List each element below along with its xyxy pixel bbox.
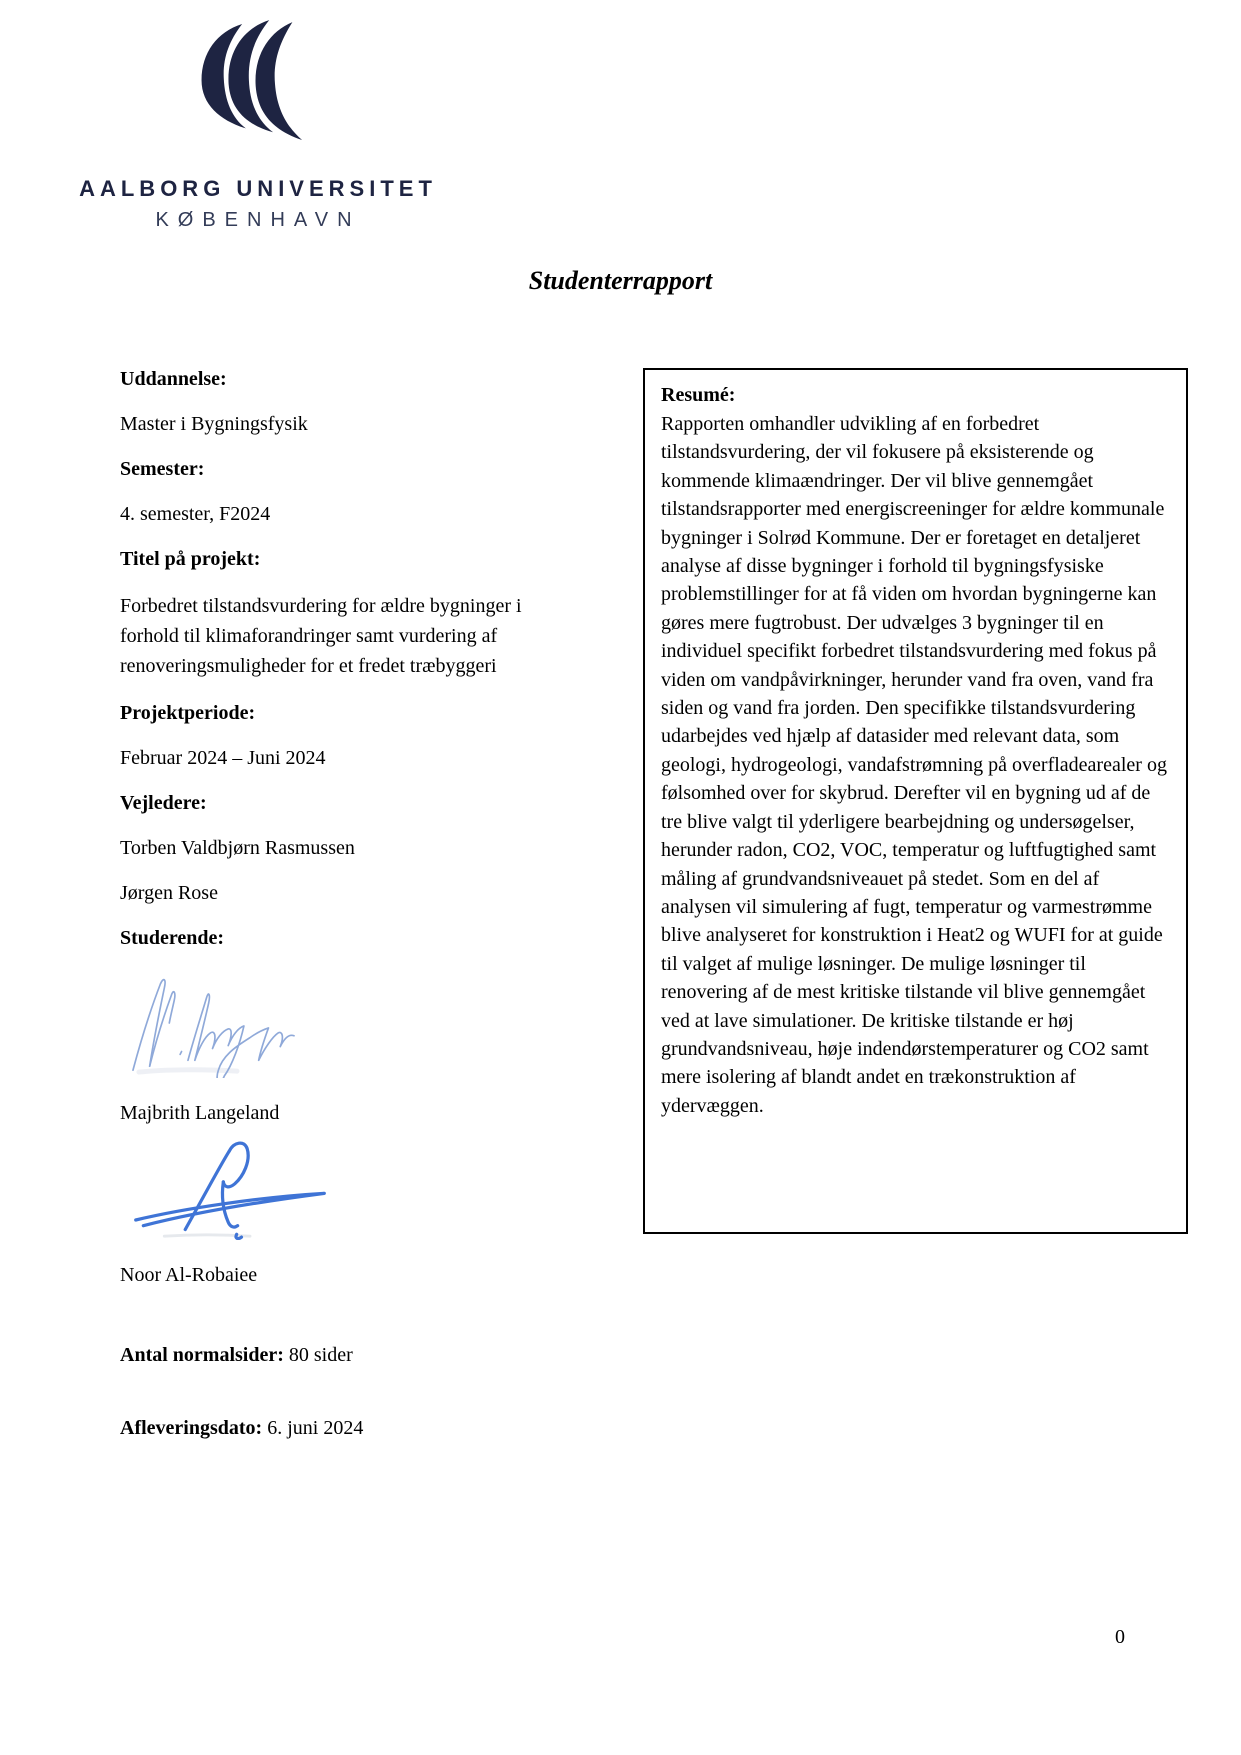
normal-pages-line: [120, 1342, 575, 1368]
supervisor-name: Jørgen Rose: [120, 882, 218, 904]
submission-date-value: 6. juni 2024: [267, 1417, 364, 1439]
campus-wordmark: KØBENHAVN: [155, 209, 361, 231]
student-signature-noor-al-robaiee-icon: [124, 1140, 336, 1240]
supervisors-label: Vejledere:: [120, 792, 207, 814]
resume-text: Rapporten omhandler udvikling af en forbedret tilstandsvurdering, der vil fokusere på eksisterende og kommende klimaændringer. Der vil blive gennemgået tilstandsrapporter med energiscreeninger for ældre kommunale bygninger i Solrød Kommune. Der er foretaget en detaljeret analyse af disse bygninger i forhold til bygningsfysiske problemstillinger for at få viden om hvordan bygningerne kan gøres mere fugtrobust. Der udvælges 3 bygninger til en individuel specifikt forbedret tilstandsvurdering med fokus på viden om vandpåvirkninger, herunder vand fra oven, vand fra siden og vand fra jorden. Den specifikke tilstandsvurdering udarbejdes ved hjælp af datasider med relevant data, som geologi, hydrogeologi, vandafstrømning på overfladearealer og følsomhed over for skybrud. Derefter vil en bygning ud af de tre blive valgt til yderligere bearbejdning og undersøgelser, herunder radon, CO2, VOC, temperatur og luftfugtighed samt måling af grundvandsniveauet på stedet. Som en del af analysen vil simulering af fugt, temperatur og varmestrømme blive analyseret for konstruktion i Heat2 og WUFI for at guide til valget af mulige løsninger. De mulige løsninger til renovering af de mest kritiske tilstande vil blive gennemgået ved at lave simulationer. De kritiske tilstande er høj grundvandsniveau, høje indendørstemperaturer og CO2 samt mere isolering af blandt andet en trækonstruktion af ydervæggen.: [661, 413, 1167, 1117]
report-type-title: Studenterrapport: [528, 266, 713, 295]
students-label: Studerende:: [120, 927, 225, 949]
education-label: Uddannelse:: [120, 368, 227, 390]
aau-logo-icon: [188, 20, 304, 146]
submission-date-line: [120, 1415, 575, 1441]
project-title-value: Forbedret tilstandsvurdering for ældre bygninger i forhold til klimaforandringer samt vurdering af renoveringsmuligheder for et fredet træbyggeri: [120, 595, 522, 677]
project-info-column: [120, 366, 575, 1441]
university-wordmark: AALBORG UNIVERSITET: [79, 176, 437, 201]
resume-label: Resumé:: [661, 384, 736, 406]
student-signature-majbrith-langeland-icon: [124, 970, 302, 1078]
student-name: Noor Al-Robaiee: [120, 1264, 258, 1286]
period-label: Projektperiode:: [120, 702, 256, 724]
period-value: Februar 2024 – Juni 2024: [120, 747, 326, 769]
student-name: Majbrith Langeland: [120, 1102, 280, 1124]
submission-date-label: Afleveringsdato:: [120, 1417, 268, 1439]
resume-box: [643, 368, 1188, 1234]
normal-pages-label: Antal normalsider:: [120, 1344, 289, 1366]
project-title-label: Titel på projekt:: [120, 548, 261, 570]
normal-pages-value: 80 sider: [288, 1344, 353, 1366]
semester-value: 4. semester, F2024: [120, 503, 271, 525]
supervisor-name: Torben Valdbjørn Rasmussen: [120, 837, 355, 859]
page-number: 0: [1115, 1626, 1125, 1648]
education-value: Master i Bygningsfysik: [120, 413, 308, 435]
semester-label: Semester:: [120, 458, 205, 480]
